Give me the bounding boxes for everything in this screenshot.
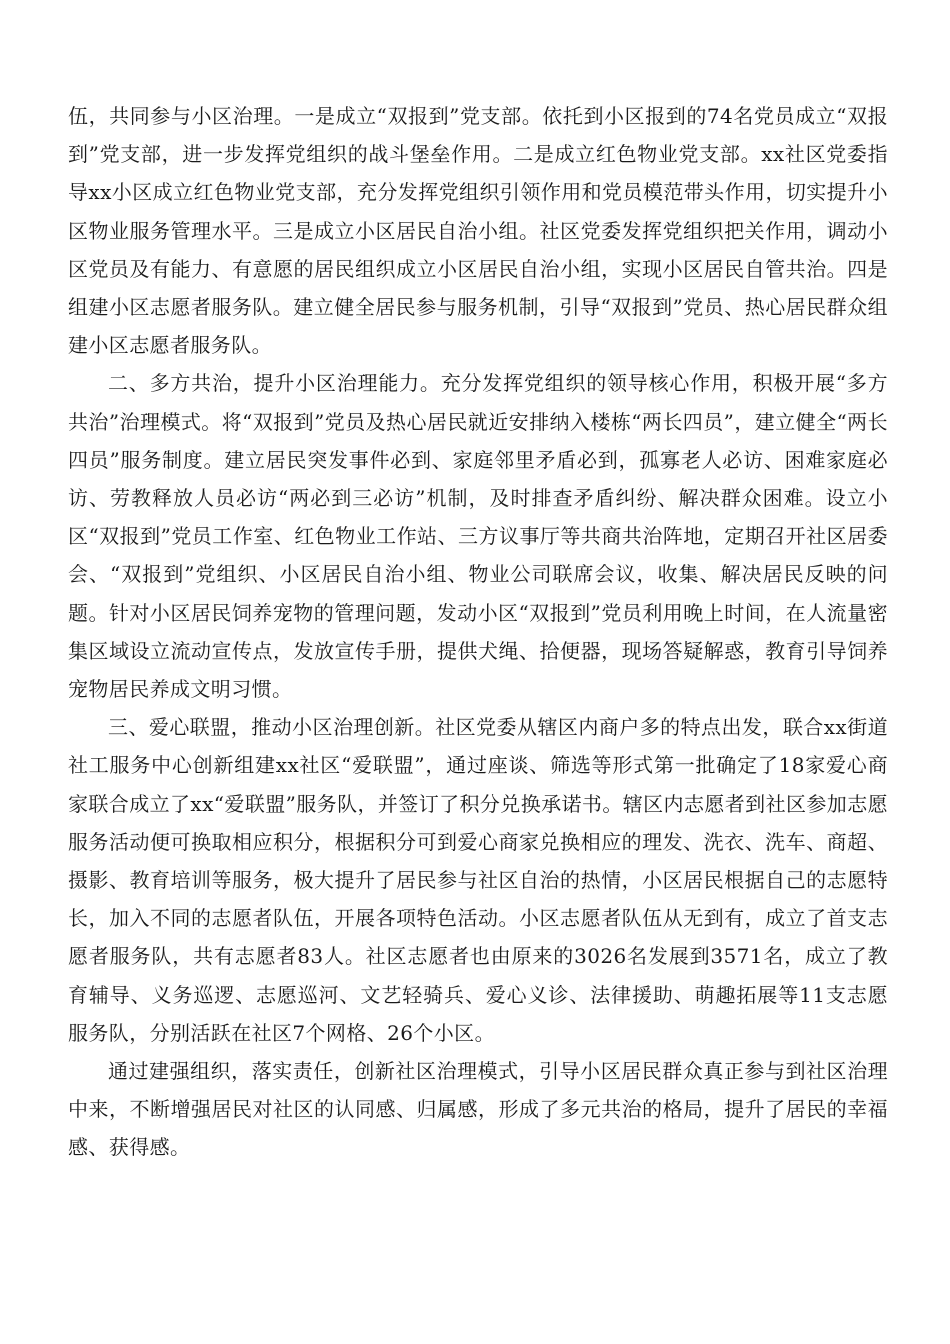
document-body — [68, 97, 888, 1167]
paragraph-conclusion: 通过建强组织，落实责任，创新社区治理模式，引导小区居民群众真正参与到社区治理中来，不断增强居民对社区的认同感、归属感，形成了多元共治的格局，提升了居民的幸福感、获得感。 — [68, 1059, 888, 1160]
paragraph-continuation: 伍，共同参与小区治理。一是成立“双报到”党支部。依托到小区报到的74名党员成立“双报到”党支部，进一步发挥党组织的战斗堡垒作用。二是成立红色物业党支部。xx社区党委指导xx小区成立红色物业党支部，充分发挥党组织引领作用和党员模范带头作用，切实提升小区物业服务管理水平。三是成立小区居民自治小组。社区党委发挥党组织把关作用，调动小区党员及有能力、有意愿的居民组织成立小区居民自治小组，实现小区居民自管共治。四是组建小区志愿者服务队。建立健全居民参与服务机制，引导“双报到”党员、热心居民群众组建小区志愿者服务队。 — [68, 104, 888, 358]
paragraph-love-alliance: 三、爱心联盟，推动小区治理创新。社区党委从辖区内商户多的特点出发，联合xx街道社工服务中心创新组建xx社区“爱联盟”，通过座谈、筛选等形式第一批确定了18家爱心商家联合成立了xx“爱联盟”服务队，并签订了积分兑换承诺书。辖区内志愿者到社区参加志愿服务活动便可换取相应积分，根据积分可到爱心商家兑换相应的理发、洗衣、洗车、商超、摄影、教育培训等服务，极大提升了居民参与社区自治的热情，小区居民根据自己的志愿特长，加入不同的志愿者队伍，开展各项特色活动。小区志愿者队伍从无到有，成立了首支志愿者服务队，共有志愿者83人。社区志愿者也由原来的3026名发展到3571名，成立了教育辅导、义务巡逻、志愿巡河、文艺轻骑兵、爱心义诊、法律援助、萌趣拓展等11支志愿服务队，分别活跃在社区7个网格、26个小区。 — [68, 715, 888, 1045]
paragraph-multi-party-governance: 二、多方共治，提升小区治理能力。充分发挥党组织的领导核心作用，积极开展“多方共治”治理模式。将“双报到”党员及热心居民就近安排纳入楼栋“两长四员”，建立健全“两长四员”服务制度。建立居民突发事件必到、家庭邻里矛盾必到，孤寡老人必访、困难家庭必访、劳教释放人员必访“两必到三必访”机制，及时排查矛盾纠纷、解决群众困难。设立小区“双报到”党员工作室、红色物业工作站、三方议事厅等共商共治阵地，定期召开社区居委会、“双报到”党组织、小区居民自治小组、物业公司联席会议，收集、解决居民反映的问题。针对小区居民饲养宠物的管理问题，发动小区“双报到”党员利用晚上时间，在人流量密集区域设立流动宣传点，发放宣传手册，提供犬绳、拾便器，现场答疑解惑，教育引导饲养宠物居民养成文明习惯。 — [68, 371, 888, 702]
